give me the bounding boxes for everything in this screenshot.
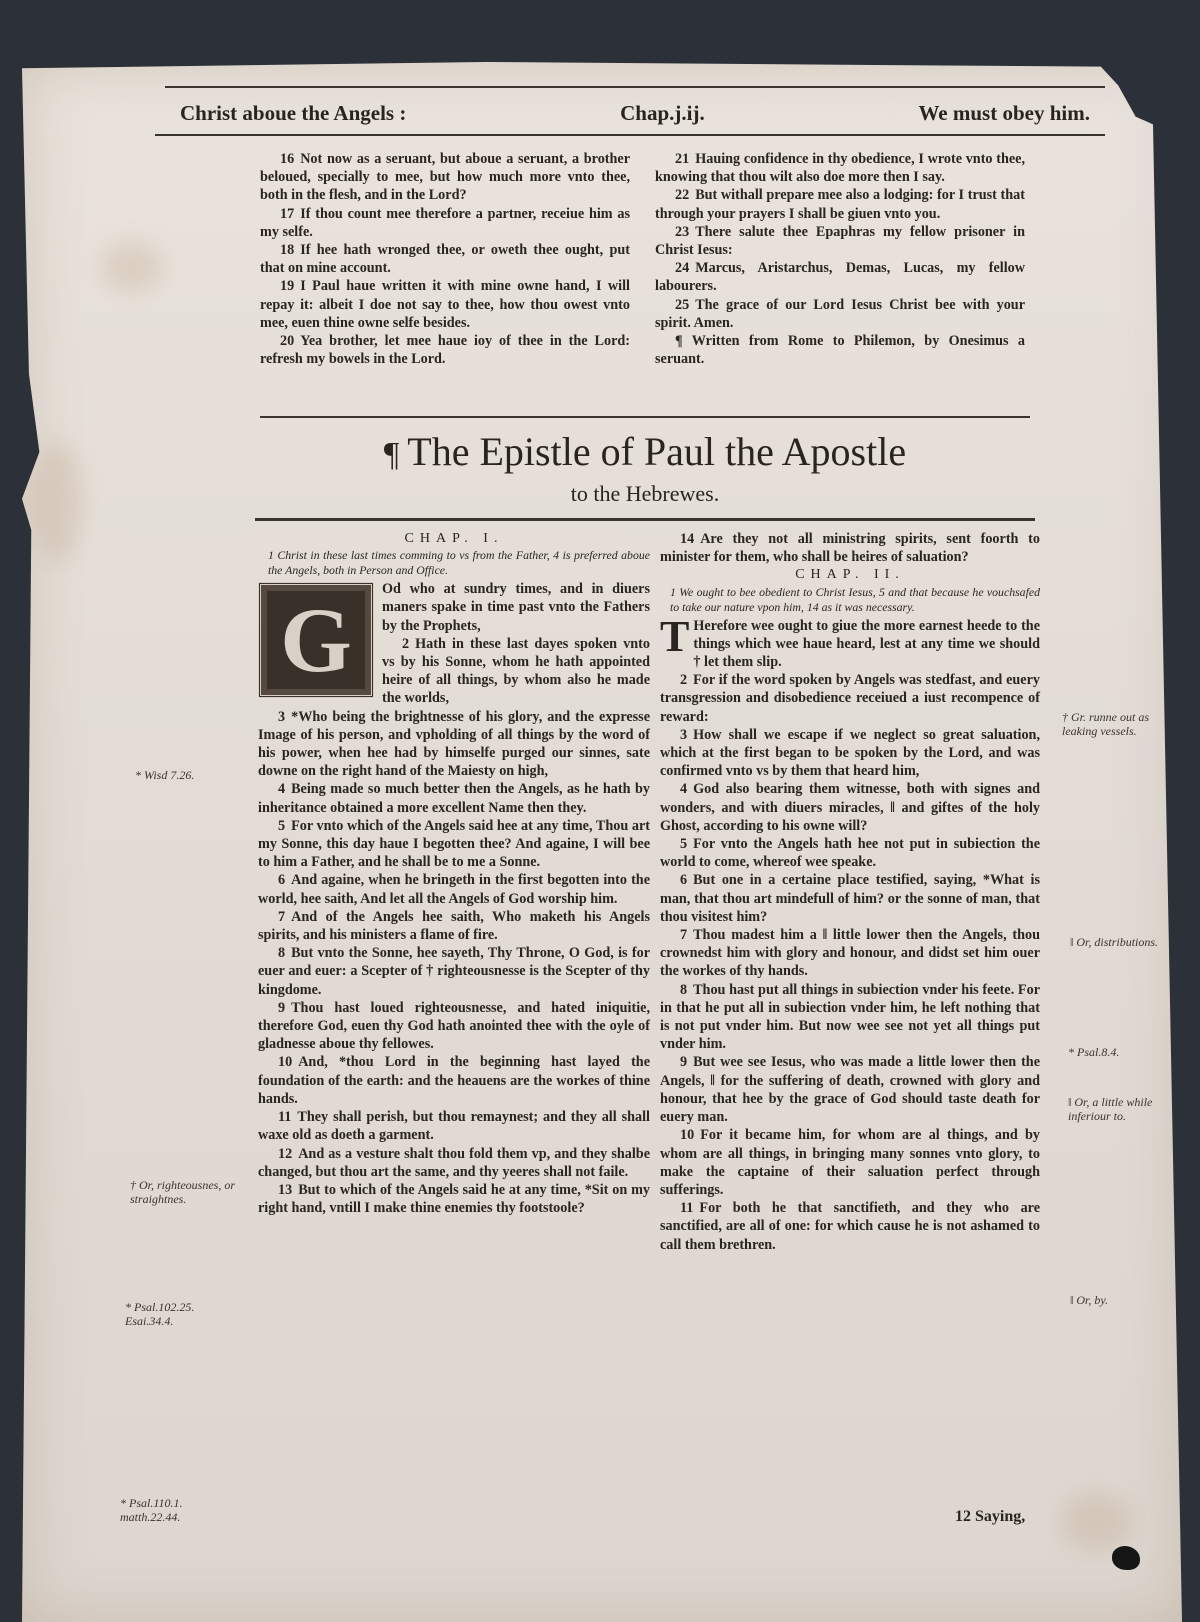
margin-note-left: † Or, righteousnes, or straightnes. xyxy=(130,1178,236,1206)
dropcap: T xyxy=(660,611,690,661)
margin-note-right: * Psal.8.4. xyxy=(1068,1045,1120,1059)
chapter-1-column xyxy=(258,530,650,1217)
header-left: Christ aboue the Angels : xyxy=(180,100,407,125)
ornamental-dropcap: G xyxy=(258,582,374,698)
verse: 2 For if the word spoken by Angels was stedfast, and euery transgression and disobedience receiued a iust recompence of reward: xyxy=(660,672,1040,725)
verse: 9 Thou hast loued righteousnesse, and hated iniquitie, therefore God, euen thy God hath anointed thee with the oyle of gladnesse aboue thy fellowes. xyxy=(258,999,650,1053)
verse: 10 And, *thou Lord in the beginning hast layed the foundation of the earth: and the heauens are the workes of thine hands. xyxy=(258,1054,650,1107)
title-bottom-rule xyxy=(255,518,1035,521)
verse: 19 I Paul haue written it with mine owne hand, I will repay it: albeit I doe not say to thee, how thou owest vnto mee, euen thine owne selfe besides. xyxy=(260,278,630,331)
verse: 7 Thou madest him a ‖ little lower then the Angels, thou crownedst him with glory and honour, and didst set him ouer the workes of thy hands. xyxy=(660,927,1040,980)
margin-note-right: ‖ Or, a little while inferiour to. xyxy=(1068,1095,1153,1123)
verse: 11 They shall perish, but thou remaynest; and they all shall waxe old as doeth a garment. xyxy=(258,1109,650,1144)
verse: 21 Hauing confidence in thy obedience, I wrote vnto thee, knowing that thou wilt also doe more then I say. xyxy=(655,151,1025,186)
verse: 5 For vnto the Angels hath hee not put in subiection the world to come, whereof wee speake. xyxy=(660,836,1040,871)
dark-spot xyxy=(1112,1546,1140,1570)
book-title xyxy=(260,428,1030,509)
verse-1: G Od who at sundry times, and in diuers maners spake in time past vnto the Fathers by the Prophets, xyxy=(258,580,650,635)
margin-note-left: * Psal.102.25. Esai.34.4. xyxy=(125,1300,195,1328)
margin-note-left: * Wisd 7.26. xyxy=(135,768,195,782)
header-center: Chap.j.ij. xyxy=(620,100,705,125)
verse: 4 Being made so much better then the Angels, as he hath by inheritance obtained a more excellent Name then they. xyxy=(258,781,650,816)
chapter-2-column xyxy=(660,530,1040,1254)
header-top-rule xyxy=(165,86,1105,88)
verse: 5 For vnto which of the Angels said hee at any time, Thou art my Sonne, this day haue I begotten thee? And againe, I will bee to him a Father, and he shall be to me a Sonne. xyxy=(258,817,650,871)
verse: 8 Thou hast put all things in subiection vnder his feete. For in that he put all in subiection vnder him, he left nothing that is not put vnder him. But now wee see not yet all things put vnder him. xyxy=(660,981,1040,1053)
verse: 8 But vnto the Sonne, hee sayeth, Thy Throne, O God, is for euer and euer: a Scepter of † righteousnesse is the Scepter of thy kingdome. xyxy=(258,945,650,998)
margin-note-right: ‖ Or, distributions. xyxy=(1070,935,1159,949)
verse: 9 But wee see Iesus, who was made a little lower then the Angels, ‖ for the suffering of death, crowned with glory and honour, that hee by the grace of God should taste death for euery man. xyxy=(660,1054,1040,1126)
margin-note-right: ‖ Or, by. xyxy=(1070,1293,1109,1307)
title-top-rule xyxy=(260,416,1030,418)
verse: 14 Are they not all ministring spirits, sent foorth to minister for them, who shall be heires of saluation? xyxy=(660,531,1040,566)
verse: 20 Yea brother, let mee haue ioy of thee in the Lord: refresh my bowels in the Lord. xyxy=(260,333,630,368)
verse: 10 For it became him, for whom are al things, and by whom are all things, in bringing many sonnes vnto glory, to make the captaine of their saluation perfect through sufferings. xyxy=(660,1127,1040,1198)
verse: 25 The grace of our Lord Iesus Christ bee with your spirit. Amen. xyxy=(655,296,1025,331)
verse: 6 But one in a certaine place testified, saying, *What is man, that thou art mindefull of him? or the sonne of man, that thou visitest him? xyxy=(660,872,1040,925)
verse: 3 *Who being the brightnesse of his glory, and the expresse Image of his person, and vpholding of all things by the word of his power, when hee had by himselfe purged our sinnes, sate downe on the right hand of the Maiesty on high, xyxy=(258,708,650,780)
verse: 17 If thou count mee therefore a partner, receiue him as my selfe. xyxy=(260,205,630,240)
header-bottom-rule xyxy=(155,134,1105,136)
pilcrow-icon: ¶ xyxy=(383,436,400,473)
philemon-right-column xyxy=(655,150,1025,368)
verse: 13 But to which of the Angels said he at any time, *Sit on my right hand, vntill I make thine enemies thy footstoole? xyxy=(258,1181,650,1217)
verse: 7 And of the Angels hee saith, Who maketh his Angels spirits, and his ministers a flame of fire. xyxy=(258,908,650,944)
margin-note-right: † Gr. runne out as leaking vessels. xyxy=(1062,710,1150,738)
chapter-2-heading: CHAP. II. xyxy=(795,567,905,583)
verse: 3 How shall we escape if we neglect so great saluation, which at the first began to be spoken by the Lord, and was confirmed vnto vs by them that heard him, xyxy=(660,726,1040,780)
book-title-sub: to the Hebrewes. xyxy=(570,481,720,506)
verse: 16 Not now as a seruant, but aboue a seruant, a brother beloued, specially to mee, but how much more vnto thee, both in the flesh, and in the Lord? xyxy=(260,151,630,204)
book-title-main: ¶ The Epistle of Paul the Apostle xyxy=(383,429,907,474)
verse: 12 And as a vesture shalt thou fold them vp, and they shalbe changed, but thou art the same, and thy yeeres shall not faile. xyxy=(258,1145,650,1180)
verse: 24 Marcus, Aristarchus, Demas, Lucas, my fellow labourers. xyxy=(655,260,1025,295)
subscription: ¶ Written from Rome to Philemon, by Onesimus a seruant. xyxy=(655,333,1025,368)
chapter-2-summary: 1 We ought to bee obedient to Christ Iesus, 5 and that because he vouchsafed to take our nature vpon him, 14 as it was necessary. xyxy=(670,584,1040,614)
philemon-left-column xyxy=(260,150,630,368)
header-right: We must obey him. xyxy=(918,100,1090,125)
verse: 22 But withall prepare mee also a lodging: for I trust that through your prayers I shall be giuen vnto you. xyxy=(655,187,1025,222)
verse: 11 For both he that sanctifieth, and they who are sanctified, are all of one: for which cause he is not ashamed to call them brethren. xyxy=(660,1200,1040,1253)
chapter-1-summary: 1 Christ in these last times comming to vs from the Father, 4 is preferred aboue the Angels, both in Person and Office. xyxy=(268,548,650,578)
verse: 6 And againe, when he bringeth in the first begotten into the world, hee saith, And let all the Angels of God worship him. xyxy=(258,872,650,907)
verse: 18 If hee hath wronged thee, or oweth thee ought, put that on mine account. xyxy=(260,242,630,277)
verse-1: T Herefore wee ought to giue the more earnest heede to the things which wee haue heard, lest at any time we should † let them slip. xyxy=(660,611,1040,671)
margin-note-left: * Psal.110.1. matth.22.44. xyxy=(120,1496,183,1524)
verse: 4 God also bearing them witnesse, both with signes and wonders, and with diuers miracles, ‖ and giftes of the holy Ghost, according to his owne will? xyxy=(660,781,1040,834)
catchword: 12 Saying, xyxy=(955,1508,1026,1525)
verse: 23 There salute thee Epaphras my fellow prisoner in Christ Iesus: xyxy=(655,223,1025,259)
verse: 2 Hath in these last dayes spoken vnto vs by his Sonne, whom he hath appointed heire of all things, by whom also he made the worlds, xyxy=(382,635,650,707)
running-header xyxy=(180,96,1090,130)
chapter-1-heading: CHAP. I. xyxy=(404,531,504,546)
